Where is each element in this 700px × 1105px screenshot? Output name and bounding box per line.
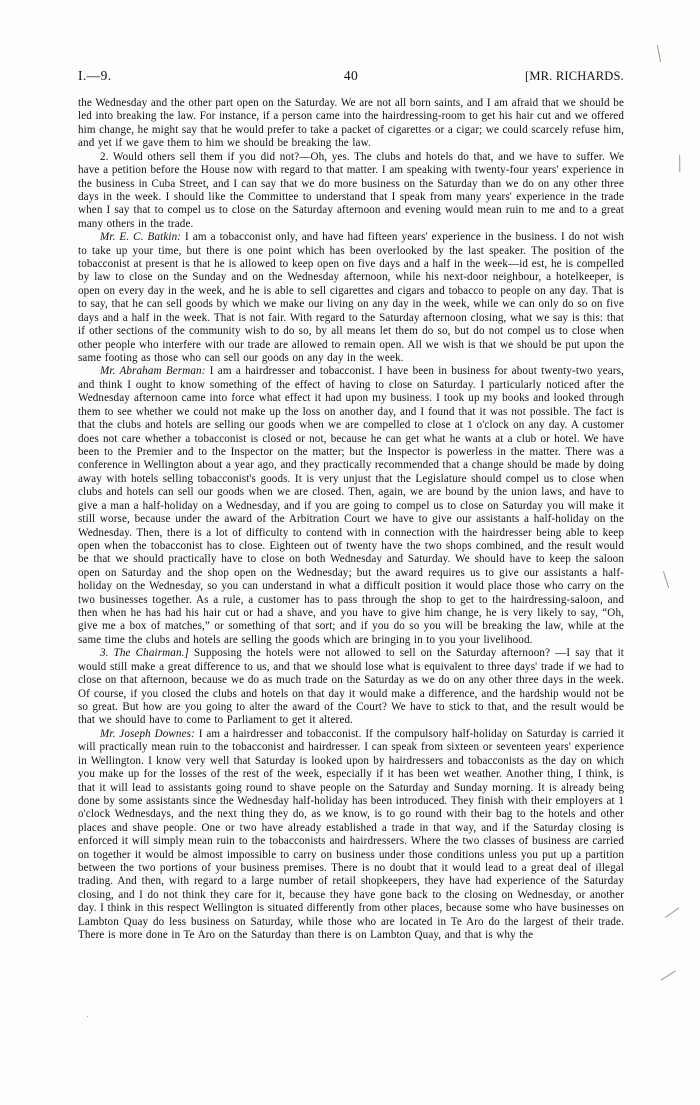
paragraph-4 <box>78 365 624 647</box>
margin-pencil-mark-3: ╲ <box>660 571 672 588</box>
page-number: 40 <box>343 68 359 83</box>
paragraph-6 <box>78 728 624 943</box>
speaker-label-batkin: Mr. E. C. Batkin: <box>100 231 182 244</box>
paragraph-1: the Wednesday and the other part open on the Saturday. We are not all born saints, and I am afraid that we should be led into breaking the law. For instance, if a person came into the hairdressing-room to get his hair cut and we offered him change, he might say that he would prefer to take a packet of cigarettes or a cigar; we could scarcely refuse him, and yet if we gave them to him we should be breaking the law. <box>78 97 624 150</box>
paragraph-5-text: Supposing the hotels were not allowed to sell on the Saturday afternoon? —I say that it would still make a great difference to us, and that we should lose what is equivalent to three days' trade if we had to close on that afternoon, because we do as much trade on the Saturday as we do on any other three days in the week. Of course, if you closed the clubs and hotels on that day it would make a difference, and the hardship would not be so great. But how are you going to alter the award of the Court? We have to stick to that, and the result would be that we should have to come to Parliament to get it altered. <box>78 647 624 727</box>
header-right-label: [MR. RICHARDS. <box>525 69 624 83</box>
page-header <box>78 68 624 86</box>
paragraph-3 <box>78 231 624 365</box>
paragraph-5 <box>78 647 624 728</box>
speaker-label-berman: Mr. Abraham Berman: <box>100 365 206 378</box>
body-text <box>78 97 624 943</box>
paragraph-6-text: I am a hairdresser and tobacconist. If the compulsory half-holiday on Saturday is carried it will practically mean ruin to the tobacconist and hairdresser. I can speak from sixteen or seventeen years' experience in Wellington. I know very well that Saturday is looked upon by hairdressers and tobacconists as the day on which you make up for the losses of the rest of the week, especially if it has been wet weather. Another thing, I think, is that it will lead to assistants going round to shave people on the Saturday and Sunday morning. It is already being done by some assistants since the Wednesday half-holiday has been introduced. They finish with their employers at 1 o'clock Wednesdays, and the next thing they do, as we know, is to go round with their bag to the hotels and other places and shave people. One or two have already established a trade in that way, and if the Saturday closing is enforced it will simply mean ruin to the tobacconists and hairdressers. Where the two classes of business are carried on together it would be almost impossible to carry on business under those conditions unless you put up a partition between the two portions of your business premises. There is no doubt that it would lead to a great deal of illegal trading. And then, with regard to a large number of retail shopkeepers, they have had experience of the Saturday closing, and I do not think they care for it, because they have gone back to the closing on Wednesday, or another day. I think in this respect Wellington is situated differently from other places, because some who have businesses on Lambton Quay do less business on Saturday, while those who are located in Te Aro do the largest of their trade. There is more done in Te Aro on the Saturday than there is on Lambton Quay, and that is why the <box>78 727 624 942</box>
paragraph-2: 2. Would others sell them if you did not?—Oh, yes. The clubs and hotels do that, and we have to suffer. We have a petition before the House now with regard to that matter. I am speaking with twenty-four years' experience in the business in Cuba Street, and I can say that we do more business on the Saturday than we do on any other three days in the week. I should like the Committee to understand that I speak from many years' experience in the trade when I say that to compel us to close on the Saturday afternoon and evening would mean ruin to me and to a great many others in the trade. <box>78 150 624 230</box>
speaker-label-downes: Mr. Joseph Downes: <box>100 727 195 740</box>
margin-pencil-mark-4: ╱ <box>665 904 680 922</box>
paragraph-4-text: I am a hairdresser and tobacconist. I have been in business for about twenty-two years, and think I ought to know something of the effect of having to close on Saturday. I particularly noticed after the Wednesday afternoon came into force what effect it had upon my business. I took up my books and looked through them to see whether we could not make up the loss on another day, and I found that it was not possible. The fact is that the clubs and hotels are selling our goods when we are compelled to close at 1 o'clock on any day. A customer does not care whether a tobacconist is closed or not, because he can get what he wants at a club or hotel. We have been to the Premier and to the Inspector on the matter; but the Inspector is powerless in the matter. There was a conference in Wellington about a year ago, and they practically recommended that a change should be made by doing away with hotels selling tobacconist's goods. It is very unjust that the Legislature should compel us to close when clubs and hotels can sell our goods when we are closed. Then, again, we are bound by the union laws, and have to give a man a half-holiday on a Wednesday, and if you are going to compel us to close on Saturday you will make it still worse, because under the award of the Arbitration Court we have to give our assistants a half-holiday on the Wednesday. Then, there is a lot of difficulty to contend with in connection with the hairdresser being able to keep open when the tobacconist has to close. Eighteen out of twenty have the two shops combined, and the result would be that we should practically have to close on both Wednesday and Saturday. We should have to keep the saloon open on Saturday and the shop open on the Wednesday; but the award requires us to give our assistants a half-holiday on the Wednesday, so you can understand in what a difficult position it would place those who carry on the two businesses together. As a rule, a customer has to pass through the shop to get to the hairdressing-saloon, and then when he has had his hair cut or had a shave, and you have to give him change, he is very likely to say, “Oh, give me a box of matches,” or something of that sort; and if you do so you will be breaking the law, while at the same time the clubs and hotels are selling the goods which are bringing in to you your livelihood. <box>78 365 625 646</box>
header-left-label: I.—9. <box>78 68 112 83</box>
margin-pencil-mark-5: ╱ <box>661 967 676 985</box>
margin-pencil-mark-2: ╱ <box>672 155 687 173</box>
margin-pencil-mark-6: · <box>86 1012 90 1023</box>
margin-pencil-mark-1: ╲ <box>653 45 665 62</box>
speaker-label-chairman: 3. The Chairman.] <box>100 647 189 660</box>
paragraph-3-text: I am a tobacconist only, and have had fifteen years' experience in the business. I do not wish to take up your time, but there is one point which has been overlooked by the last speaker. The position of the tobacconist at present is that he is allowed to keep open on five days and a half in the week—id est, he is compelled by law to close on the Sunday and on the Wednesday afternoon, while his next-door neighbour, a hotelkeeper, is open on every day in the week, and he is able to sell cigarettes and cigars and tobacco to people on any day. That is to say, that he can sell goods by which we make our living on any day in the week, while we can only do so on five days and a half in the week. That is not fair. With regard to the Saturday afternoon closing, what we say is this: that if other sections of the community wish to do so, by all means let them do so, but do not compel us to close when other people who interfere with our trade are allowed to remain open. All we wish is that we should be put upon the same footing as those who can sell our goods on any day in the week. <box>78 231 625 365</box>
